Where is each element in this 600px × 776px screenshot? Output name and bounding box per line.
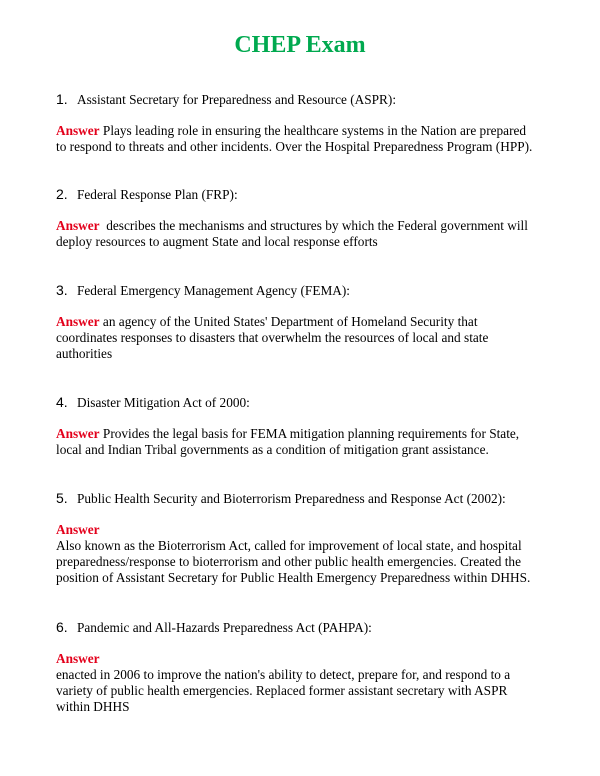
answer-line: Answer Plays leading role in ensuring the healthcare systems in the Nation are prepared (56, 123, 527, 138)
answer-label: Answer (56, 218, 100, 233)
answer-line (56, 522, 556, 538)
answer-3 (56, 314, 556, 362)
question-number: 3. (56, 282, 68, 298)
question-number: 6. (56, 619, 68, 635)
answer-label: Answer (56, 314, 100, 329)
answer-line: position of Assistant Secretary for Public Health Emergency Preparedness within DHHS. (56, 570, 531, 585)
question-text: Federal Response Plan (FRP): (77, 187, 238, 202)
answer-2 (56, 218, 556, 250)
answer-line: Answer describes the mechanisms and structures by which the Federal government will (56, 218, 528, 233)
answer-line: Also known as the Bioterrorism Act, called for improvement of local state, and hospital (56, 538, 522, 553)
answer-1 (56, 123, 556, 155)
answer-4 (56, 426, 556, 458)
question-text: Disaster Mitigation Act of 2000: (77, 395, 250, 410)
answer-line: within DHHS (56, 699, 130, 714)
question-number: 2. (56, 186, 68, 202)
answer-line: enacted in 2006 to improve the nation's ability to detect, prepare for, and respond to a (56, 667, 511, 682)
answer-line (56, 651, 556, 667)
answer-label: Answer (56, 522, 100, 537)
answer-line: Answer an agency of the United States' Department of Homeland Security that (56, 314, 478, 329)
page-title: CHEP Exam (234, 32, 366, 58)
answer-5 (56, 522, 556, 586)
answer-line: coordinates responses to disasters that overwhelm the resources of local and state (56, 330, 489, 345)
question-text: Assistant Secretary for Preparedness and Resource (ASPR): (77, 92, 397, 107)
answer-line: local and Indian Tribal governments as a condition of mitigation grant assistance. (56, 442, 489, 457)
answer-line: authorities (56, 346, 113, 361)
question-number: 4. (56, 394, 68, 410)
question-2 (56, 186, 556, 203)
question-4 (56, 394, 556, 411)
question-6 (56, 619, 556, 636)
question-text: Federal Emergency Management Agency (FEMA): (77, 283, 350, 298)
answer-label: Answer (56, 651, 100, 666)
question-text: Pandemic and All-Hazards Preparedness Act (PAHPA): (77, 620, 372, 635)
answer-label: Answer (56, 426, 100, 441)
question-number: 1. (56, 91, 68, 107)
question-1 (56, 91, 556, 108)
answer-6 (56, 651, 556, 715)
answer-line: preparedness/response to bioterrorism and other public health emergencies. Created the (56, 554, 521, 569)
question-number: 5. (56, 490, 68, 506)
answer-line: variety of public health emergencies. Replaced former assistant secretary with ASPR (56, 683, 508, 698)
answer-line: Answer Provides the legal basis for FEMA mitigation planning requirements for State, (56, 426, 520, 441)
answer-label: Answer (56, 123, 100, 138)
question-text: Public Health Security and Bioterrorism Preparedness and Response Act (2002): (77, 491, 506, 506)
question-5 (56, 490, 556, 507)
answer-line: deploy resources to augment State and local response efforts (56, 234, 378, 249)
question-3 (56, 282, 556, 299)
answer-line: to respond to threats and other incidents. Over the Hospital Preparedness Program (HPP). (56, 139, 533, 154)
